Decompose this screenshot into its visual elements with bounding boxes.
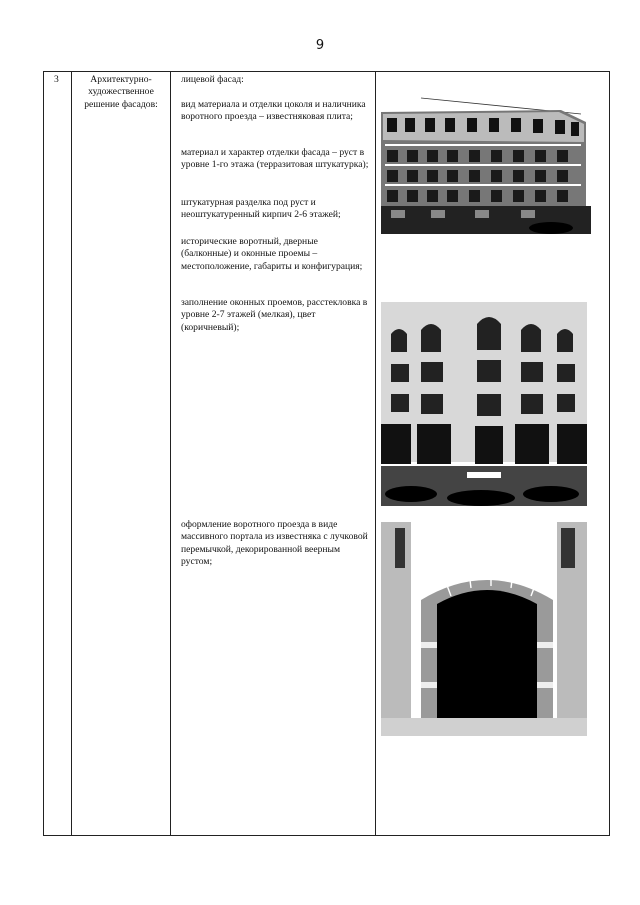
row-number: 3 bbox=[54, 74, 59, 85]
item-window-fillings: заполнение оконных проемов, расстекловка в уровне 2-7 этажей (мелкая), цвет (коричневый); bbox=[181, 297, 368, 333]
item-gate-portal: оформление воротного проезда в виде массивного портала из известняка с лучковой перемычкой, декорированной веерным рустом; bbox=[181, 519, 368, 568]
item-openings: исторические воротный, дверные (балконные) и оконные проемы – местоположение, габариты и конфигурация; bbox=[181, 236, 363, 272]
facade-photo-2 bbox=[381, 294, 587, 506]
description-table bbox=[43, 71, 610, 836]
item-facade-heading: лицевой фасад: bbox=[181, 74, 244, 85]
section-name: Архитектурно-художественное решение фасадов: bbox=[84, 74, 158, 110]
item-facade-finish: материал и характер отделки фасада – руст в уровне 1-го этажа (терразитовая штукатурка); bbox=[181, 147, 369, 171]
gate-portal-photo bbox=[381, 522, 587, 736]
facade-photo-1 bbox=[381, 92, 591, 234]
item-rustication: штукатурная разделка под руст и неоштукатуренный кирпич 2-6 этажей; bbox=[181, 197, 341, 221]
column-divider bbox=[375, 72, 376, 835]
column-divider bbox=[170, 72, 171, 835]
page-number: 9 bbox=[315, 38, 325, 53]
column-divider bbox=[71, 72, 72, 835]
item-plinth-material: вид материала и отделки цоколя и наличника воротного проезда – известняковая плита; bbox=[181, 99, 366, 123]
